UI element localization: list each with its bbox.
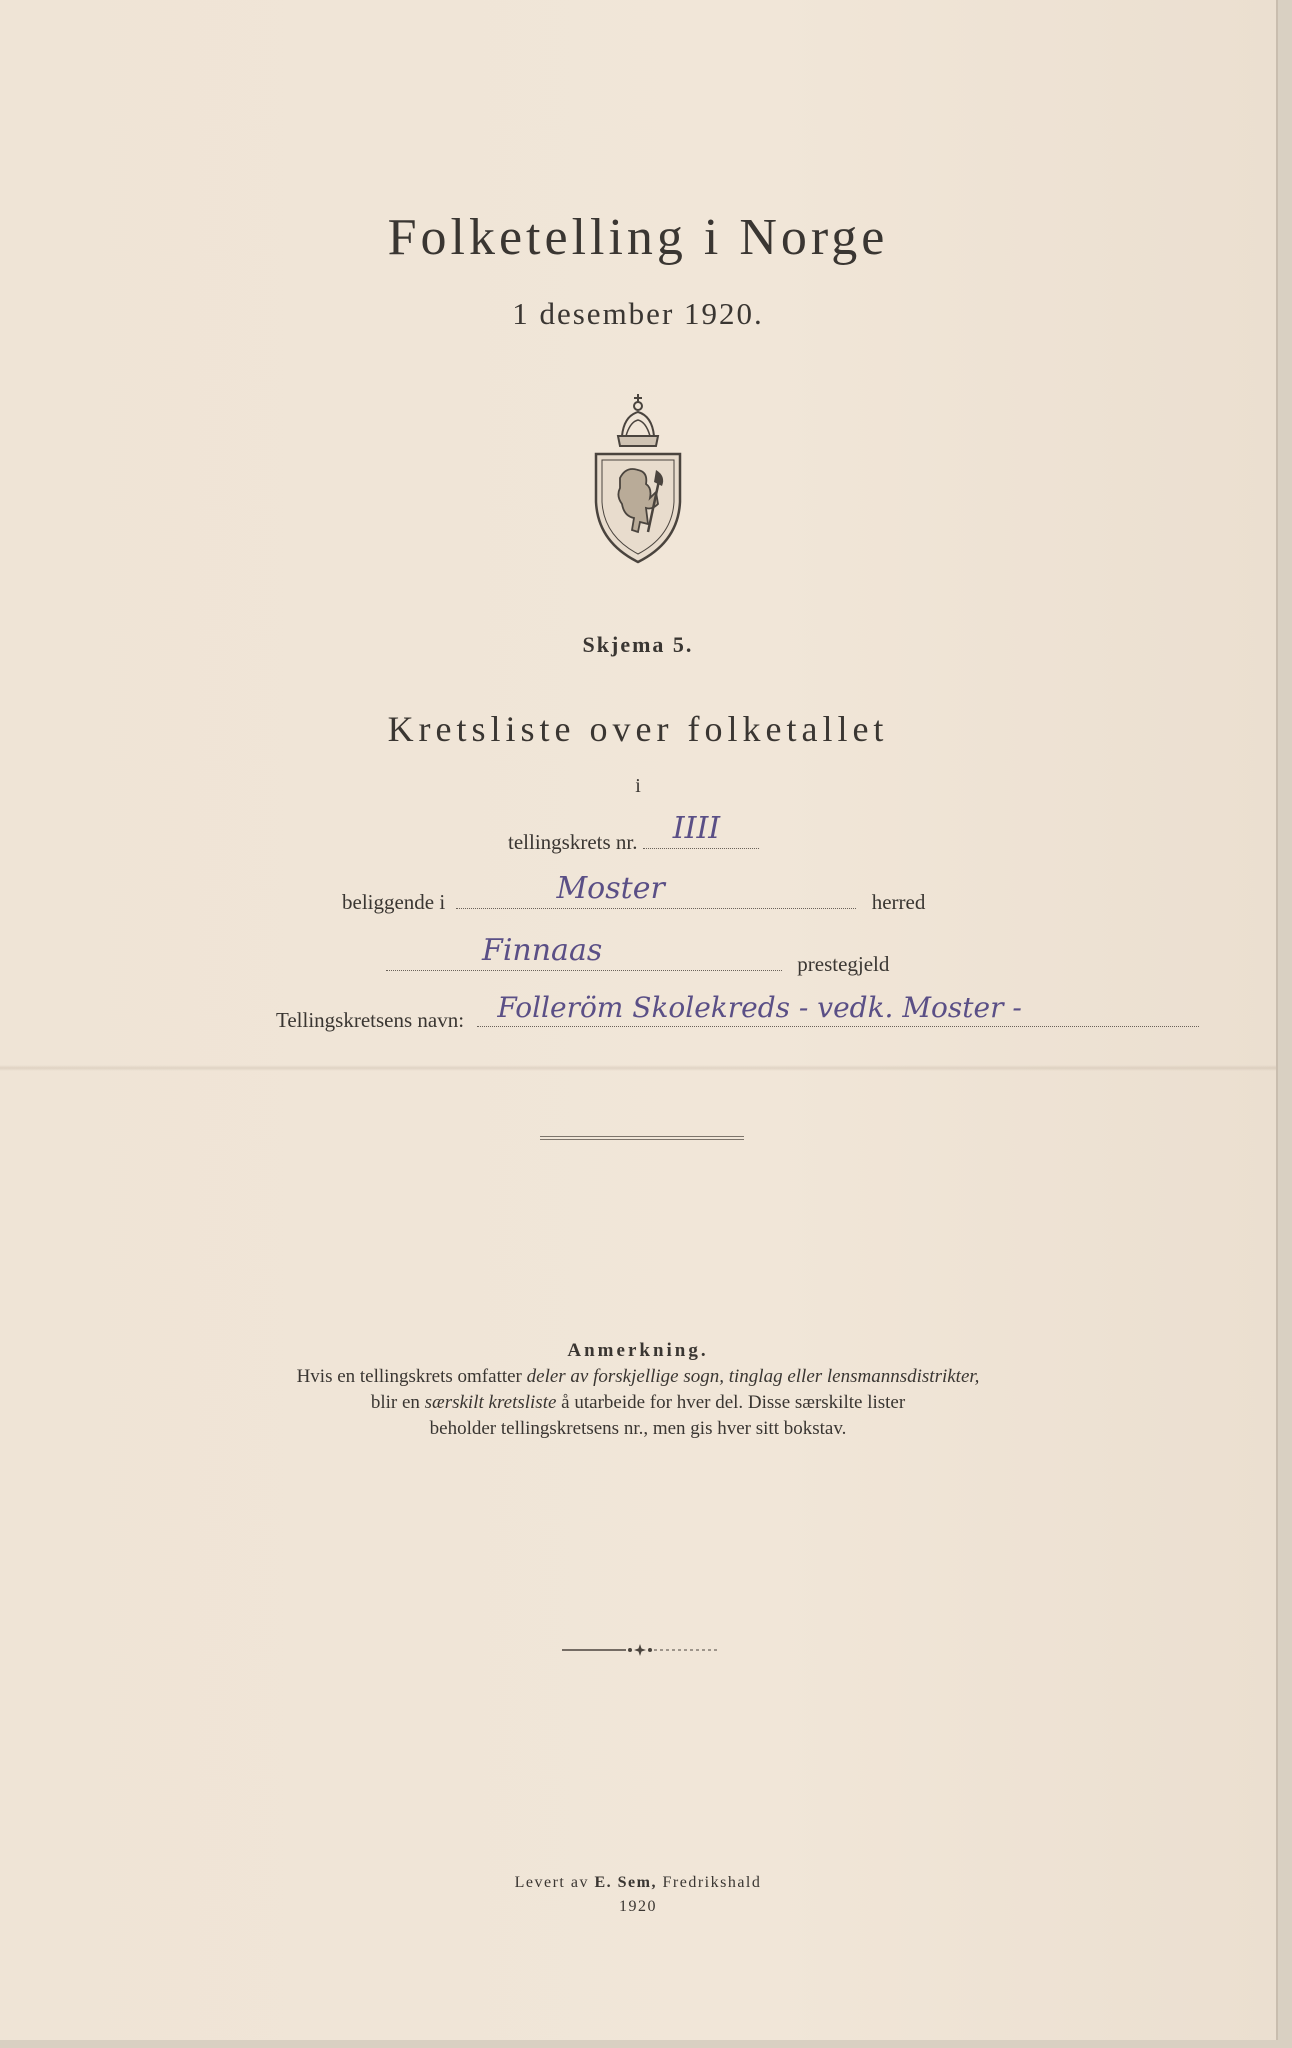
page-title: Folketelling i Norge [387, 209, 889, 266]
prestegjeld-value: Finnaas [482, 933, 603, 968]
krets-label: tellingskrets nr. [508, 830, 638, 854]
printer-credit [0, 1874, 1276, 1892]
section-divider [540, 1136, 744, 1140]
note-line-2-italic: særskilt kretsliste [424, 1392, 557, 1413]
navn-row [276, 991, 1199, 1033]
note-line-3: beholder tellingskretsens nr., men gis hver sitt bokstav. [429, 1418, 847, 1439]
ornament-divider-icon [560, 1644, 720, 1656]
prestegjeld-field[interactable] [386, 933, 782, 971]
herred-label: herred [871, 890, 926, 914]
note-line-2 [0, 1392, 1276, 1414]
form-heading: Kretsliste over folketallet [387, 709, 889, 749]
census-date: 1 desember 1920. [512, 296, 764, 331]
note-heading: Anmerkning. [567, 1340, 709, 1361]
beliggende-row [342, 871, 926, 915]
printer-city: Fredrikshald [656, 1874, 762, 1891]
krets-value: IIII [672, 811, 721, 846]
note-line-1 [0, 1366, 1276, 1388]
beliggende-value: Moster [556, 871, 665, 906]
print-year: 1920 [619, 1898, 657, 1915]
navn-value: Folleröm Skolekreds - vedk. Moster - [497, 991, 1022, 1024]
krets-row [508, 811, 759, 855]
note-line-2-rest: å utarbeide for hver del. Disse særskilte lister [556, 1392, 906, 1413]
printer-prefix: Levert av [514, 1874, 595, 1891]
note-line-1-text: Hvis en tellingskrets omfatter [296, 1366, 527, 1387]
beliggende-label: beliggende i [342, 890, 446, 914]
navn-field[interactable] [477, 991, 1199, 1027]
note-line-2-text: blir en [370, 1392, 425, 1413]
norwegian-coat-of-arms-icon [590, 392, 686, 564]
schema-number: Skjema 5. [582, 632, 694, 657]
paper-fold [0, 1065, 1276, 1071]
prestegjeld-label: prestegjeld [797, 952, 890, 976]
printer-name: E. Sem, [594, 1874, 657, 1891]
prestegjeld-row [386, 933, 890, 977]
navn-label: Tellingskretsens navn: [276, 1008, 465, 1032]
beliggende-field[interactable] [456, 871, 856, 909]
connector-text: i [635, 775, 641, 797]
note-line-1-italic: deler av forskjellige sogn, tinglag eller lensmannsdistrikter, [526, 1366, 980, 1387]
krets-field[interactable] [643, 811, 759, 849]
